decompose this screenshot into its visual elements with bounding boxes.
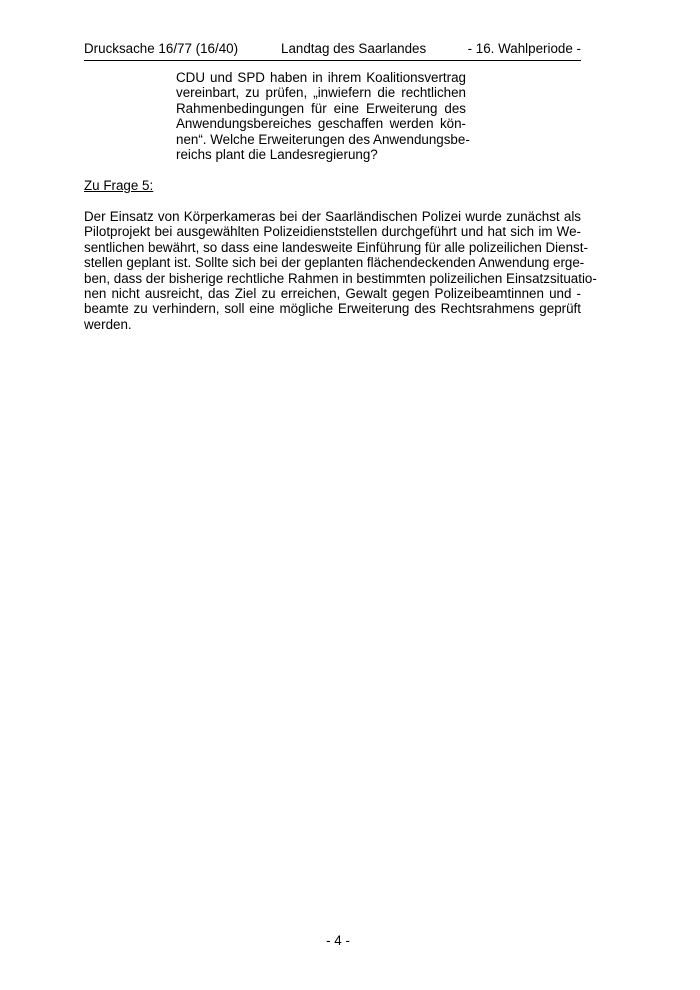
question-line: vereinbart, zu prüfen, „inwiefern die rechtlichen (176, 85, 466, 101)
answer-heading: Zu Frage 5: (84, 178, 154, 193)
question-line: CDU und SPD haben in ihrem Koalitionsvertrag (176, 70, 466, 85)
header-document-number: Drucksache 16/77 (16/40) (84, 41, 239, 56)
answer-paragraph (84, 209, 597, 332)
answer-line: Pilotprojekt bei ausgewählten Polizeidienststellen durchgeführt und hat sich im We- (84, 224, 581, 240)
question-line: reichs plant die Landesregierung? (176, 146, 378, 162)
question-quote (176, 70, 470, 162)
header-legislative-period: - 16. Wahlperiode - (467, 41, 581, 56)
question-line: nen“. Welche Erweiterungen des Anwendungsbe- (176, 131, 470, 147)
question-line: Rahmenbedingungen für eine Erweiterung des (176, 100, 466, 116)
answer-line: beamte zu verhindern, soll eine mögliche Erweiterung des Rechtsrahmens geprüft (84, 301, 581, 317)
answer-line: sentlichen bewährt, so dass eine landesweite Einführung für alle polizeilichen Dienst- (84, 239, 588, 255)
answer-line: Der Einsatz von Körperkameras bei der Saarländischen Polizei wurde zunächst als (84, 209, 581, 224)
answer-line: ben, dass der bisherige rechtliche Rahmen in bestimmten polizeilichen Einsatzsituatio- (84, 270, 597, 286)
page-number: - 4 - (326, 933, 350, 948)
header-parliament-name: Landtag des Saarlandes (281, 41, 427, 56)
page-header (84, 40, 581, 61)
answer-line: werden. (84, 316, 132, 332)
question-line: Anwendungsbereiches geschaffen werden kön- (176, 116, 466, 132)
answer-line: nen nicht ausreicht, das Ziel zu erreichen, Gewalt gegen Polizeibeamtinnen und - (84, 285, 581, 301)
answer-line: stellen geplant ist. Sollte sich bei der geplanten flächendeckenden Anwendung erge- (84, 255, 585, 271)
